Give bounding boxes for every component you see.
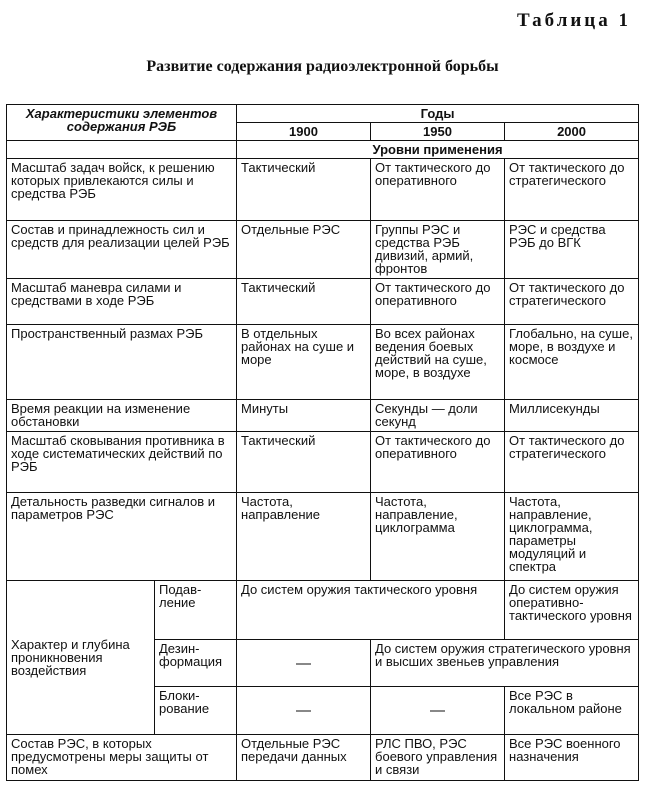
cell-2000: РЭС и средства РЭБ до ВГК — [505, 221, 639, 279]
cell-1900: Тактический — [237, 159, 371, 221]
header-year-1900: 1900 — [237, 123, 371, 141]
row-label: Состав РЭС, в которых предусмотрены меры защиты от помех — [7, 735, 237, 781]
table-row — [7, 735, 639, 781]
impact-disinformation-label: Дезин-формация — [155, 640, 237, 687]
cell-1900: Отдельные РЭС передачи данных — [237, 735, 371, 781]
impact-blocking-1900: — — [237, 687, 371, 735]
impact-label: Характер и глубина проникновения воздействия — [7, 581, 155, 735]
cell-1950: Частота, направление, циклограмма — [371, 493, 505, 581]
row-label: Состав и принадлежность сил и средств для реализации целей РЭБ — [7, 221, 237, 279]
cell-2000: Частота, направление, циклограмма, параметры модуляций и спектра — [505, 493, 639, 581]
table-row — [7, 221, 639, 279]
cell-2000: Миллисекунды — [505, 400, 639, 432]
table-row — [7, 400, 639, 432]
cell-1900: Минуты — [237, 400, 371, 432]
cell-1900: Частота, направление — [237, 493, 371, 581]
table-row — [7, 159, 639, 221]
cell-1900: Отдельные РЭС — [237, 221, 371, 279]
cell-1900: В отдельных районах на суше и море — [237, 325, 371, 400]
table-row — [7, 432, 639, 493]
header-blank — [7, 141, 237, 159]
header-year-1950: 1950 — [371, 123, 505, 141]
cell-1900: Тактический — [237, 432, 371, 493]
cell-1950: От тактического до оперативного — [371, 159, 505, 221]
cell-1900: Тактический — [237, 279, 371, 325]
cell-1950: От тактического до оперативного — [371, 432, 505, 493]
cell-1950: Группы РЭС и средства РЭБ дивизий, армий, фронтов — [371, 221, 505, 279]
impact-blocking-label: Блоки-рование — [155, 687, 237, 735]
cell-2000: От тактического до стратегического — [505, 279, 639, 325]
cell-1950: РЛС ПВО, РЭС боевого управления и связи — [371, 735, 505, 781]
row-label: Масштаб маневра силами и средствами в ходе РЭБ — [7, 279, 237, 325]
cell-1950: От тактического до оперативного — [371, 279, 505, 325]
cell-1950: Во всех районах ведения боевых действий на суше, море, в воздухе — [371, 325, 505, 400]
cell-2000: Глобально, на суше, море, в воздухе и космосе — [505, 325, 639, 400]
row-label: Масштаб задач войск, к решению которых привлекаются силы и средства РЭБ — [7, 159, 237, 221]
impact-disinformation-1950-2000: До систем оружия стратегического уровня и высших звеньев управления — [371, 640, 639, 687]
cell-2000: Все РЭС военного назначения — [505, 735, 639, 781]
table-row — [7, 581, 639, 640]
row-label: Пространственный размах РЭБ — [7, 325, 237, 400]
cell-2000: От тактического до стратегического — [505, 432, 639, 493]
table-row — [7, 493, 639, 581]
impact-suppression-2000: До систем оружия оперативно-тактического уровня — [505, 581, 639, 640]
impact-disinformation-1900: — — [237, 640, 371, 687]
header-years: Годы — [237, 105, 639, 123]
row-label: Детальность разведки сигналов и параметров РЭС — [7, 493, 237, 581]
impact-blocking-1950: — — [371, 687, 505, 735]
cell-1950: Секунды — доли секунд — [371, 400, 505, 432]
cell-2000: От тактического до стратегического — [505, 159, 639, 221]
header-levels: Уровни применения — [237, 141, 639, 159]
row-label: Масштаб сковывания противника в ходе систематических действий по РЭБ — [7, 432, 237, 493]
evolution-table — [6, 104, 639, 781]
impact-suppression-1900-1950: До систем оружия тактического уровня — [237, 581, 505, 640]
table-row — [7, 279, 639, 325]
header-year-2000: 2000 — [505, 123, 639, 141]
impact-blocking-2000: Все РЭС в локальном районе — [505, 687, 639, 735]
header-characteristics: Характеристики элементов содержания РЭБ — [7, 105, 237, 141]
impact-suppression-label: Подав-ление — [155, 581, 237, 640]
table-number: Таблица 1 — [516, 10, 631, 31]
table-row — [7, 325, 639, 400]
page-title: Развитие содержания радиоэлектронной борьбы — [146, 58, 499, 75]
row-label: Время реакции на изменение обстановки — [7, 400, 237, 432]
